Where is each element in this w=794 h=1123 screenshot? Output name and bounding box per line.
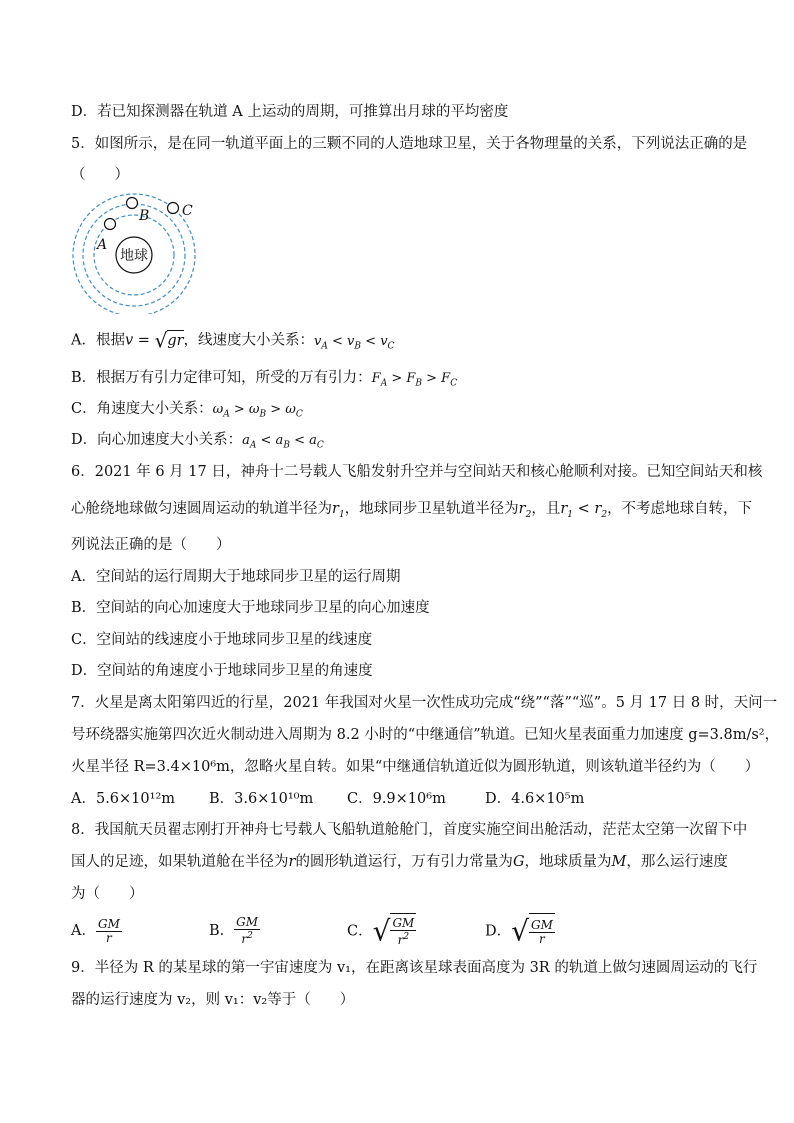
question-8-option-c: C．√ $\frac{GM}{r^2}$ [347, 913, 416, 950]
question-6-line-2: 心舱绕地球做匀速圆周运动的轨道半径为$r_1$，地球同步卫星轨道半径为$r_2$，且$r_1 < r_2$，不考虑地球自转，下 [71, 501, 753, 520]
question-8-line-2: 国人的足迹，如果轨道舱在半径为r的圆形轨道运行，万有引力常量为G，地球质量为M，那么运行速度 [71, 854, 728, 870]
satellite-a [105, 219, 116, 230]
question-6-option-b: B．空间站的向心加速度大于地球同步卫星的向心加速度 [71, 600, 430, 616]
question-7-line-3: 火星半径 R=3.4×10⁶m，忽略火星自转。如果“中继通信轨道近似为圆形轨道，则该轨道半径约为（ ） [71, 759, 760, 775]
question-5-stem: 5．如图所示，是在同一轨道平面上的三颗不同的人造地球卫星，关于各物理量的关系，下列说法正确的是 [71, 136, 748, 152]
satellite-b-label: B [139, 208, 150, 224]
question-6-option-a: A．空间站的运行周期大于地球同步卫星的运行周期 [71, 569, 401, 585]
question-8-option-b: B． $\frac{GM}{r^2}$ [209, 915, 259, 946]
question-7-option-a: A．5.6×10¹²m [71, 791, 176, 807]
question-6-option-d: D．空间站的角速度小于地球同步卫星的角速度 [71, 663, 373, 679]
question-8-line-1: 8．我国航天员翟志刚打开神舟七号载人飞船轨道舱舱门，首度实施空间出舱活动，茫茫太空第一次留下中 [71, 822, 748, 838]
relation-f: $F_A > F_B > F_C$ [371, 371, 458, 389]
earth-label: 地球 [120, 248, 148, 264]
satellite-c-label: C [182, 203, 193, 219]
question-8-option-d: D．√ $\frac{GM}{r}$ [485, 913, 555, 950]
question-8-line-3: 为（ ） [71, 886, 144, 902]
question-7-line-1: 7．火星是离太阳第四近的行星，2021 年我国对火星一次性成功完成“绕”“落”“巡”。5 月 17 日 8 时，天问一 [71, 695, 778, 711]
question-7-option-d: D．4.6×10⁵m [485, 791, 585, 807]
satellite-a-label: A [97, 237, 108, 253]
question-7-option-c: C．9.9×10⁶m [347, 791, 446, 807]
question-6-option-c: C．空间站的线速度小于地球同步卫星的线速度 [71, 632, 373, 648]
question-8-option-a: A． $\frac{GM}{r}$ [71, 916, 120, 945]
question-5-option-a: A．根据v = √gr，线速度大小关系：$v_A < v_B < v_C$ [71, 328, 395, 353]
satellite-orbit-figure [68, 192, 203, 314]
question-9-line-2: 器的运行速度为 v₂，则 v₁：v₂等于（ ） [71, 992, 355, 1008]
question-9-line-1: 9．半径为 R 的某星球的第一宇宙速度为 v₁，在距离该星球表面高度为 3R 的轨道上做匀速圆周运动的飞行 [71, 960, 758, 976]
relation-a: $a_A < a_B < a_C$ [242, 433, 324, 451]
relation-omega: $\omega_A > \omega_B > \omega_C$ [212, 402, 303, 420]
question-5-option-b: B．根据万有引力定律可知，所受的万有引力：$F_A > F_B > F_C$ [71, 370, 458, 389]
question-7-line-2: 号环绕器实施第四次近火制动进入周期为 8.2 小时的“中继通信”轨道。已知火星表面重力加速度 g=3.8m/s²， [71, 727, 780, 743]
question-5-option-d: D．向心加速度大小关系：$a_A < a_B < a_C$ [71, 432, 324, 451]
question-5-paren: （ ） [71, 167, 129, 183]
satellite-b [127, 198, 138, 209]
question-5-option-c: C．角速度大小关系：$\omega_A > \omega_B > \omega_C$ [71, 401, 303, 420]
question-6-line-3: 列说法正确的是（ ） [71, 537, 231, 553]
satellite-c [168, 203, 179, 214]
question-7-option-b: B．3.6×10¹⁰m [209, 791, 314, 807]
relation-v: $v_A < v_B < v_C$ [314, 333, 395, 352]
question-6-line-1: 6．2021 年 6 月 17 日，神舟十二号载人飞船发射升空并与空间站天和核心舱顺利对接。已知空间站天和核 [71, 464, 763, 480]
question-4-option-d: D．若已知探测器在轨道 A 上运动的周期，可推算出月球的平均密度 [71, 104, 509, 120]
